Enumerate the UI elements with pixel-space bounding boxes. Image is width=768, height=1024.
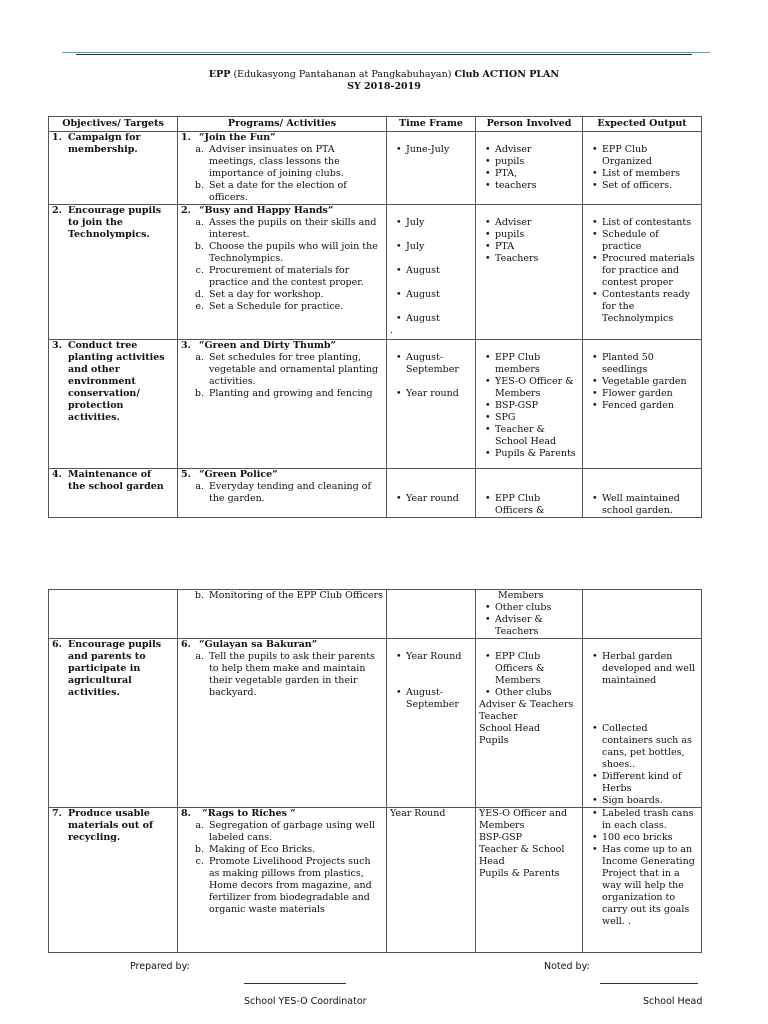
program-number: 2. [181, 205, 191, 216]
activity-text: Set a Schedule for practice. [209, 301, 344, 312]
person-line: Pupils [479, 735, 509, 746]
program-cell [178, 639, 387, 808]
output-cell [583, 205, 702, 340]
output-item [586, 217, 698, 229]
action-plan-table-continued [48, 589, 702, 953]
person-line: Adviser & Teachers [479, 699, 574, 710]
output-item [586, 808, 698, 832]
person-item [479, 229, 579, 241]
bullet-icon: • [485, 602, 491, 613]
bullet-icon: • [592, 795, 598, 806]
output-item-text: Procured materials for practice and contest proper [602, 253, 695, 288]
column-header: Programs/ Activities [178, 117, 387, 132]
activity-marker: a. [195, 481, 204, 492]
person-item [479, 217, 579, 229]
bullet-icon: • [485, 614, 491, 625]
program-title [181, 340, 383, 352]
table-row [49, 639, 702, 808]
program-name: “Gulayan sa Bakuran” [199, 639, 318, 650]
program-cell [178, 205, 387, 340]
person-item-text: EPP Club members [495, 352, 541, 375]
person-item-text: pupils [495, 156, 525, 167]
activity-item [181, 352, 383, 388]
bullet-icon: • [485, 400, 491, 411]
output-item-text: Well maintained school garden. [602, 493, 680, 516]
objective-number: 3. [52, 340, 62, 351]
time-item-text: August-September [406, 352, 459, 375]
bullet-icon: • [592, 844, 598, 855]
output-item-text: Collected containers such as cans, pet bottles, shoes.. [602, 723, 692, 770]
output-item-text: Different kind of Herbs [602, 771, 682, 794]
time-frame-cell [387, 340, 476, 469]
output-item [586, 844, 698, 928]
bullet-icon: • [485, 229, 491, 240]
output-item [586, 168, 698, 180]
time-item [390, 651, 472, 663]
table-row [49, 808, 702, 953]
header-rule [62, 52, 710, 53]
bullet-icon: • [592, 229, 598, 240]
output-item [586, 180, 698, 192]
bullet-icon: • [592, 493, 598, 504]
objective-number: 1. [52, 132, 62, 143]
output-item-text: EPP Club Organized [602, 144, 652, 167]
program-name: “Rags to Riches “ [199, 808, 296, 819]
time-item-text: August [406, 313, 440, 324]
objective-text: Conduct tree planting activities and other environment conservation/ protection activities. [68, 340, 165, 423]
objective-cell [49, 340, 178, 469]
output-item [586, 795, 698, 807]
person-item [479, 448, 579, 460]
column-header: Objectives/ Targets [49, 117, 178, 132]
output-item-text: Contestants ready for the Technolympics [602, 289, 691, 324]
person-item-text: Adviser [495, 217, 532, 228]
objective-cell [49, 590, 178, 639]
activity-item [181, 144, 383, 180]
time-trailing: . [390, 325, 394, 336]
persons-cell [476, 808, 583, 953]
objective-number: 6. [52, 639, 62, 650]
time-item [390, 313, 472, 325]
activity-marker: a. [195, 217, 204, 228]
person-item [479, 412, 579, 424]
output-item [586, 493, 698, 517]
activity-text: Set a day for workshop. [209, 289, 324, 300]
activity-marker: a. [195, 352, 204, 363]
output-item [586, 253, 698, 289]
activity-marker: b. [194, 388, 204, 399]
person-item [479, 400, 579, 412]
person-item-text: Adviser [495, 144, 532, 155]
time-item [390, 388, 472, 400]
activity-text: Tell the pupils to ask their parents to help them make and maintain their vegetable garden in their backyard. [209, 651, 375, 698]
activity-marker: b. [194, 590, 204, 601]
objective-cell [49, 639, 178, 808]
time-frame-cell [387, 590, 476, 639]
person-line: Pupils & Parents [479, 868, 560, 879]
persons-cell [476, 205, 583, 340]
time-frame-cell [387, 808, 476, 953]
output-item-text: Set of officers. [602, 180, 673, 191]
output-item-text: List of members [602, 168, 681, 179]
output-item [586, 144, 698, 168]
output-item-text: Planted 50 seedlings [602, 352, 654, 375]
output-item-text: Flower garden [602, 388, 673, 399]
persons-cell [476, 132, 583, 205]
time-item: Year Round [390, 808, 446, 819]
bullet-icon: • [485, 651, 491, 662]
program-cell [178, 340, 387, 469]
activity-text: Segregation of garbage using well labeled cans. [209, 820, 375, 843]
bullet-icon: • [592, 723, 598, 734]
objective-text: Produce usable materials out of recycling. [68, 808, 154, 843]
person-item [479, 168, 579, 180]
time-item [390, 217, 472, 229]
activity-marker: b. [194, 241, 204, 252]
program-title [181, 205, 383, 217]
signature-line-right [600, 983, 698, 984]
activity-text: Planting and growing and fencing [209, 388, 373, 399]
output-item [586, 651, 698, 687]
program-number: 8. [181, 808, 191, 819]
table-row [49, 205, 702, 340]
activity-text: Asses the pupils on their skills and interest. [209, 217, 377, 240]
person-line: Teacher & School Head [479, 844, 565, 867]
signature-line-left [244, 983, 346, 984]
bullet-icon: • [485, 217, 491, 228]
time-item-text: Year round [406, 493, 459, 504]
table-row [49, 132, 702, 205]
objective-number: 4. [52, 469, 62, 480]
time-item-text: July [406, 241, 425, 252]
output-item-text: Sign boards. [602, 795, 663, 806]
school-year: SY 2018-2019 [347, 81, 421, 92]
output-item-text: 100 eco bricks [602, 832, 673, 843]
activity-marker: b. [194, 180, 204, 191]
activity-marker: b. [194, 844, 204, 855]
output-item-text: Schedule of practice [602, 229, 659, 252]
activity-item [181, 820, 383, 844]
program-name: “Green Police” [199, 469, 278, 480]
bullet-icon: • [485, 253, 491, 264]
bullet-icon: • [592, 376, 598, 387]
column-header: Person Involved [476, 117, 583, 132]
output-item [586, 771, 698, 795]
output-cell [583, 639, 702, 808]
output-item [586, 832, 698, 844]
person-item [479, 253, 579, 265]
time-item-text: July [406, 217, 425, 228]
bullet-icon: • [485, 352, 491, 363]
person-item-text: PTA, [495, 168, 518, 179]
person-item [479, 602, 579, 614]
person-item-text: pupils [495, 229, 525, 240]
activity-marker: a. [195, 820, 204, 831]
output-cell [583, 808, 702, 953]
bullet-icon: • [485, 412, 491, 423]
activity-item [181, 856, 383, 916]
person-item-text: Teacher & School Head [495, 424, 557, 447]
objective-text: Encourage pupils to join the Technolympics. [68, 205, 162, 240]
bullet-icon: • [485, 424, 491, 435]
time-frame-cell [387, 469, 476, 518]
activity-marker: c. [195, 856, 204, 867]
table-row [49, 340, 702, 469]
person-item [479, 241, 579, 253]
bullet-icon: • [396, 217, 402, 228]
time-item [390, 493, 472, 505]
bullet-icon: • [485, 241, 491, 252]
person-line: Teacher [479, 711, 518, 722]
table-row [49, 590, 702, 639]
bullet-icon: • [485, 156, 491, 167]
output-item [586, 400, 698, 412]
activity-marker: c. [195, 265, 204, 276]
bullet-icon: • [396, 265, 402, 276]
document-title: EPP (Edukasyong Pantahanan at Pangkabuhayan) Club ACTION PLAN [208, 69, 560, 80]
action-plan-table [48, 116, 702, 518]
person-item-text: EPP Club Officers & Members [495, 651, 545, 686]
objective-cell [49, 469, 178, 518]
program-cell [178, 590, 387, 639]
coordinator-role: School YES-O Coordinator [244, 996, 367, 1007]
time-item [390, 352, 472, 376]
output-cell [583, 590, 702, 639]
person-item-text: PTA [495, 241, 515, 252]
person-item-text: teachers [495, 180, 537, 191]
time-item-text: June-July [406, 144, 450, 155]
column-header: Time Frame [387, 117, 476, 132]
table-row [49, 469, 702, 518]
program-cell [178, 132, 387, 205]
bullet-icon: • [396, 241, 402, 252]
output-item-text: Has come up to an Income Generating Project that in a way will help the organization to carry out its goals well. . [602, 844, 695, 927]
bullet-icon: • [396, 313, 402, 324]
activity-item [181, 481, 383, 505]
bullet-icon: • [592, 771, 598, 782]
output-item [586, 229, 698, 253]
time-item [390, 687, 472, 711]
program-title [181, 469, 383, 481]
time-item [390, 289, 472, 301]
bullet-icon: • [592, 808, 598, 819]
bullet-icon: • [396, 289, 402, 300]
program-cell [178, 469, 387, 518]
activity-item [181, 590, 383, 602]
program-number: 5. [181, 469, 191, 480]
person-item-text: Teachers [495, 253, 539, 264]
bullet-icon: • [485, 448, 491, 459]
objective-text: Campaign for membership. [68, 132, 141, 155]
activity-text: Set schedules for tree planting, vegetable and ornamental planting activities. [209, 352, 379, 387]
time-item-text: August [406, 265, 440, 276]
bullet-icon: • [592, 400, 598, 411]
output-item-text: Fenced garden [602, 400, 674, 411]
program-number: 6. [181, 639, 191, 650]
objective-text: Maintenance of the school garden [68, 469, 164, 492]
bullet-icon: • [485, 144, 491, 155]
activity-item [181, 844, 383, 856]
person-item-text: Pupils & Parents [495, 448, 576, 459]
person-item [479, 614, 579, 638]
activity-text: Choose the pupils who will join the Technolympics. [209, 241, 378, 264]
output-item [586, 376, 698, 388]
bullet-icon: • [396, 651, 402, 662]
bullet-icon: • [592, 651, 598, 662]
objective-number: 2. [52, 205, 62, 216]
activity-item [181, 265, 383, 289]
output-cell [583, 340, 702, 469]
program-number: 1. [181, 132, 191, 143]
bullet-icon: • [485, 180, 491, 191]
time-item-text: August [406, 289, 440, 300]
person-item [479, 424, 579, 448]
column-header: Expected Output [583, 117, 702, 132]
person-item-text: SPG [495, 412, 516, 423]
bullet-icon: • [485, 168, 491, 179]
person-item-text: Adviser & Teachers [495, 614, 543, 637]
time-item-text: Year Round [406, 651, 462, 662]
person-item [479, 156, 579, 168]
bullet-icon: • [592, 388, 598, 399]
bullet-icon: • [485, 376, 491, 387]
bullet-icon: • [592, 144, 598, 155]
time-item-text: Year round [406, 388, 459, 399]
bullet-icon: • [485, 687, 491, 698]
activity-item [181, 301, 383, 313]
activity-item [181, 651, 383, 699]
activity-text: Everyday tending and cleaning of the garden. [209, 481, 372, 504]
person-item [479, 493, 579, 517]
activity-text: Procurement of materials for practice and the contest proper. [209, 265, 364, 288]
noted-by-label: Noted by: [544, 961, 590, 972]
person-item-text: Other clubs [495, 687, 552, 698]
activity-item [181, 217, 383, 241]
bullet-icon: • [485, 493, 491, 504]
bullet-icon: • [592, 253, 598, 264]
bullet-icon: • [592, 289, 598, 300]
activity-item [181, 180, 383, 204]
person-line: School Head [479, 723, 541, 734]
time-item-text: August-September [406, 687, 459, 710]
bullet-icon: • [592, 180, 598, 191]
output-item [586, 352, 698, 376]
program-name: “Green and Dirty Thumb” [199, 340, 337, 351]
activity-text: Set a date for the election of officers. [209, 180, 347, 203]
bullet-icon: • [592, 217, 598, 228]
activity-text: Adviser insinuates on PTA meetings, class lessons the importance of joining clubs. [209, 144, 344, 179]
prepared-by-label: Prepared by: [130, 961, 190, 972]
person-item [479, 144, 579, 156]
activity-marker: d. [194, 289, 204, 300]
bullet-icon: • [592, 168, 598, 179]
person-line: BSP-GSP [479, 832, 523, 843]
activity-marker: e. [195, 301, 204, 312]
activity-item [181, 241, 383, 265]
output-item [586, 289, 698, 325]
output-item-text: Herbal garden developed and well maintained [602, 651, 695, 686]
bullet-icon: • [396, 388, 402, 399]
person-item [479, 651, 579, 687]
activity-marker: a. [195, 144, 204, 155]
person-item [479, 180, 579, 192]
output-item-text: Vegetable garden [602, 376, 687, 387]
person-item-continued: Members [498, 590, 544, 601]
time-item [390, 241, 472, 253]
person-item [479, 687, 579, 699]
time-item [390, 144, 472, 156]
activity-item [181, 289, 383, 301]
bullet-icon: • [396, 493, 402, 504]
time-frame-cell [387, 639, 476, 808]
header-rule-inner [76, 54, 692, 55]
person-item-text: BSP-GSP [495, 400, 539, 411]
objective-text: Encourage pupils and parents to participate in agricultural activities. [68, 639, 162, 698]
output-item-text: Labeled trash cans in each class. [602, 808, 694, 831]
table-header-row [49, 117, 702, 132]
output-item-text: List of contestants [602, 217, 692, 228]
school-head-role: School Head [643, 996, 703, 1007]
objective-cell [49, 808, 178, 953]
activity-text: Monitoring of the EPP Club Officers [209, 590, 383, 601]
program-name: “Busy and Happy Hands” [199, 205, 334, 216]
program-number: 3. [181, 340, 191, 351]
person-item [479, 352, 579, 376]
person-item-text: Other clubs [495, 602, 552, 613]
program-name: “Join the Fun” [199, 132, 276, 143]
bullet-icon: • [592, 832, 598, 843]
activity-item [181, 388, 383, 400]
activity-text: Making of Eco Bricks. [209, 844, 316, 855]
bullet-icon: • [396, 352, 402, 363]
persons-cell [476, 639, 583, 808]
person-item [479, 376, 579, 400]
bullet-icon: • [396, 687, 402, 698]
output-cell [583, 132, 702, 205]
person-item-text: EPP Club Officers & [495, 493, 545, 516]
program-title [181, 639, 383, 651]
person-line: YES-O Officer and Members [479, 808, 568, 831]
objective-cell [49, 132, 178, 205]
time-frame-cell [387, 132, 476, 205]
program-cell [178, 808, 387, 953]
output-cell [583, 469, 702, 518]
bullet-icon: • [592, 352, 598, 363]
persons-cell [476, 590, 583, 639]
persons-cell [476, 469, 583, 518]
persons-cell [476, 340, 583, 469]
program-title [181, 132, 383, 144]
activity-marker: a. [195, 651, 204, 662]
time-frame-cell [387, 205, 476, 340]
objective-cell [49, 205, 178, 340]
objective-number: 7. [52, 808, 62, 819]
output-item [586, 723, 698, 771]
person-item-text: YES-O Officer & Members [495, 376, 574, 399]
activity-text: Promote Livelihood Projects such as making pillows from plastics, Home decors from magazine, and fertilizer from biodegradable and organic waste materials [209, 856, 372, 915]
program-title [181, 808, 383, 820]
output-item [586, 388, 698, 400]
time-item [390, 265, 472, 277]
bullet-icon: • [396, 144, 402, 155]
